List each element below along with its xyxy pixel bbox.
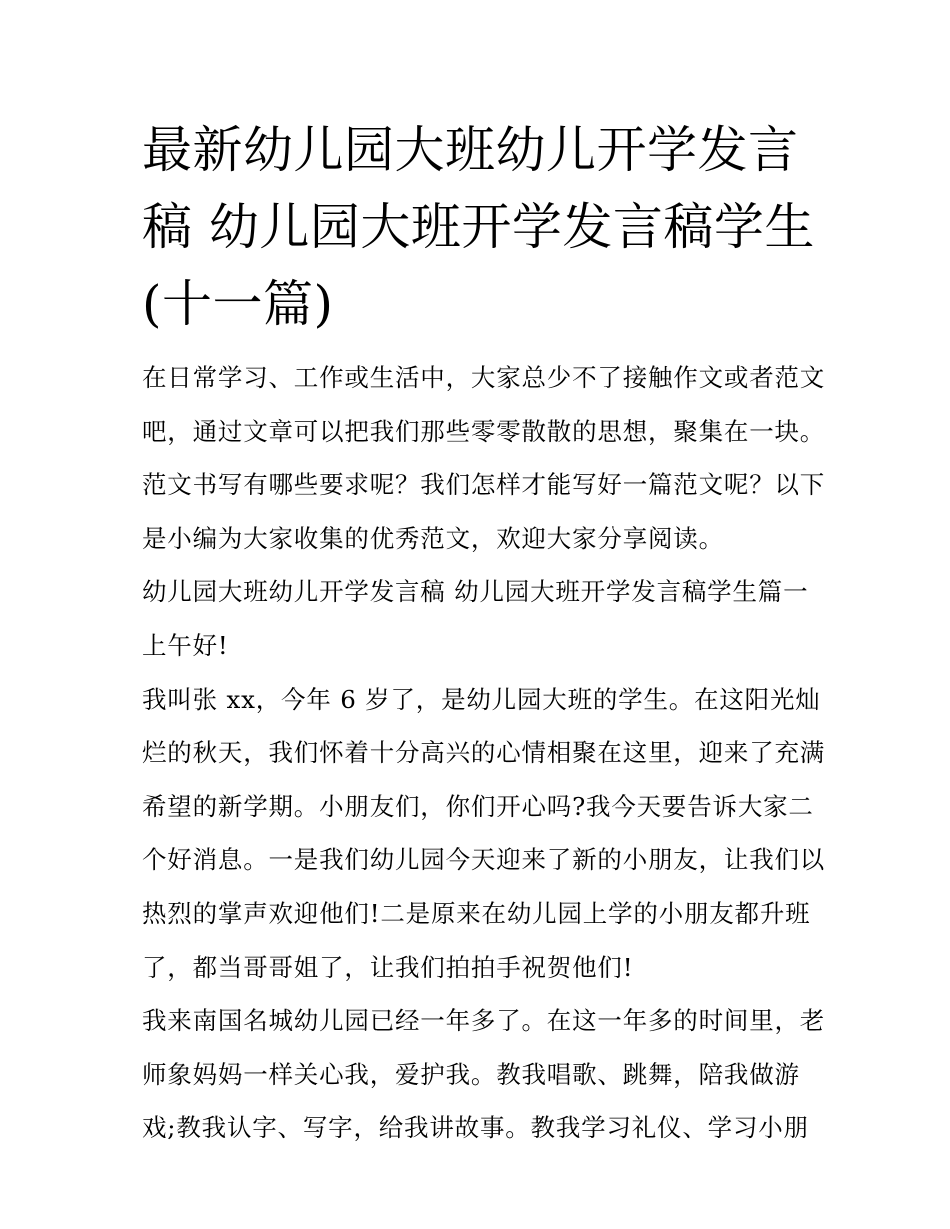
- title-line: 稿 幼儿园大班开学发言稿学生: [142, 198, 815, 256]
- greeting-text: 上午好!: [142, 630, 229, 660]
- intro-line: 范文书写有哪些要求呢？我们怎样才能写好一篇范文呢？以下: [142, 470, 826, 500]
- intro-line: 是小编为大家收集的优秀范文，欢迎大家分享阅读。: [142, 523, 724, 553]
- body-line: 师象妈妈一样关心我，爱护我。教我唱歌、跳舞，陪我做游: [142, 1059, 800, 1089]
- title-line: 最新幼儿园大班幼儿开学发言: [142, 121, 799, 179]
- body-line: 个好消息。一是我们幼儿园今天迎来了新的小朋友，让我们以: [142, 845, 826, 875]
- document-title: [142, 112, 822, 343]
- body-line: 热烈的掌声欢迎他们!二是原来在幼儿园上学的小朋友都升班: [142, 898, 811, 928]
- body-paragraph-2: [142, 994, 826, 1155]
- document-page: [142, 112, 826, 1155]
- intro-line: 吧，通过文章可以把我们那些零零散散的思想，聚集在一块。: [142, 416, 826, 446]
- body-line: 希望的新学期。小朋友们，你们开心吗?我今天要告诉大家二: [142, 791, 814, 821]
- section-heading: [142, 565, 822, 619]
- section-heading-text: 幼儿园大班幼儿开学发言稿 幼儿园大班开学发言稿学生篇一: [142, 577, 809, 607]
- body-line: 戏;教我认字、写字，给我讲故事。教我学习礼仪、学习小朋: [142, 1113, 809, 1143]
- body-line: 烂的秋天，我们怀着十分高兴的心情相聚在这里，迎来了充满: [142, 738, 826, 768]
- body-line: 了，都当哥哥姐了，让我们拍拍手祝贺他们!: [142, 952, 634, 982]
- intro-line: 在日常学习、工作或生活中，大家总少不了接触作文或者范文: [142, 363, 826, 392]
- greeting: [142, 619, 822, 673]
- intro-paragraph: [142, 351, 826, 565]
- title-line: (十一篇): [142, 275, 334, 333]
- body-line: 我叫张 xx，今年 6 岁了，是幼儿园大班的学生。在这阳光灿: [142, 684, 821, 714]
- body-line: 我来南国名城幼儿园已经一年多了。在这一年多的时间里，老: [142, 1006, 826, 1036]
- body-paragraph-1: [142, 673, 826, 995]
